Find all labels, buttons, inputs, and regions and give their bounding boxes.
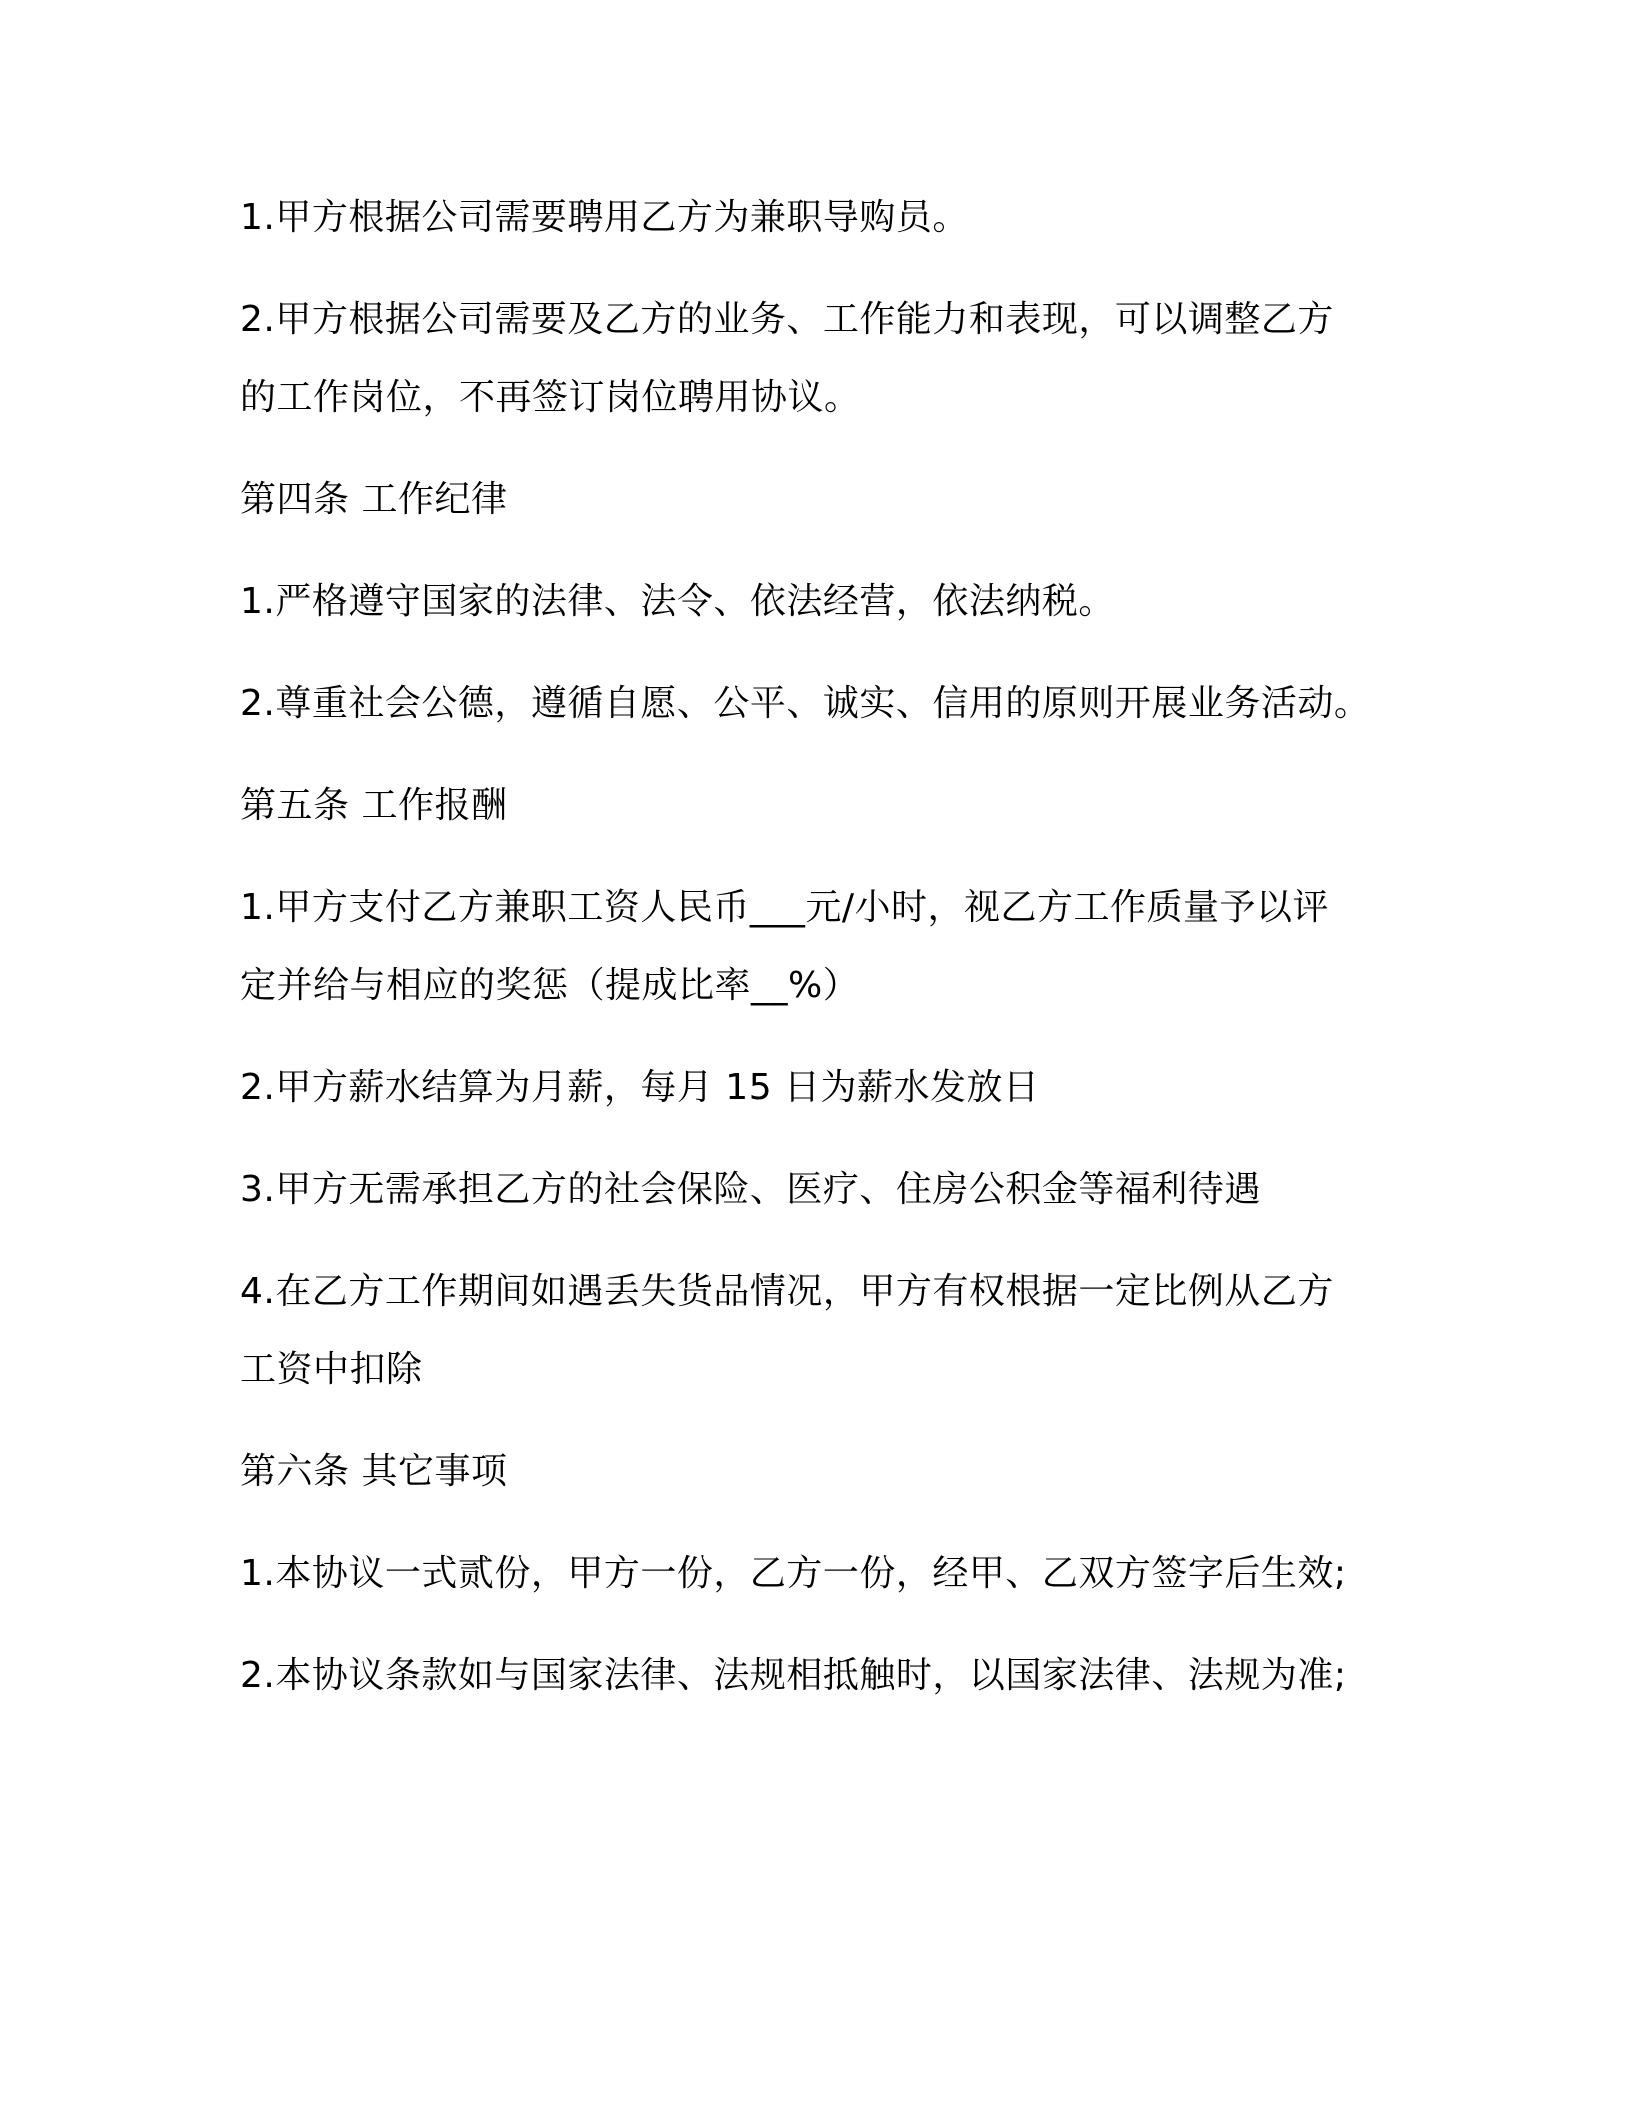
clause-5-item-4-line-2: 工资中扣除: [240, 1349, 423, 1390]
clause-5-item-2: 2.甲方薪水结算为月薪，每月 15 日为薪水发放日: [240, 1067, 1040, 1108]
clause-5-item-3: 3.甲方无需承担乙方的社会保险、医疗、住房公积金等福利待遇: [240, 1169, 1261, 1210]
clause-5-item-4-line-1: 4.在乙方工作期间如遇丢失货品情况，甲方有权根据一定比例从乙方: [240, 1271, 1334, 1312]
clause-3-item-2-line-2: 的工作岗位，不再签订岗位聘用协议。: [240, 377, 861, 418]
clause-5-item-1-line-2: 定并给与相应的奖惩（提成比率__%）: [240, 965, 860, 1006]
clause-6-heading: 第六条 其它事项: [240, 1451, 508, 1492]
clause-4-item-2: 2.尊重社会公德，遵循自愿、公平、诚实、信用的原则开展业务活动。: [240, 683, 1371, 724]
clause-5-item-1-line-1: 1.甲方支付乙方兼职工资人民币___元/小时，视乙方工作质量予以评: [240, 887, 1329, 928]
clause-3-item-1: 1.甲方根据公司需要聘用乙方为兼职导购员。: [240, 197, 969, 238]
clause-6-item-2: 2.本协议条款如与国家法律、法规相抵触时，以国家法律、法规为准;: [240, 1655, 1347, 1696]
clause-3-item-2-line-1: 2.甲方根据公司需要及乙方的业务、工作能力和表现，可以调整乙方: [240, 299, 1334, 340]
clause-5-heading: 第五条 工作报酬: [240, 785, 508, 826]
clause-6-item-1: 1.本协议一式贰份，甲方一份，乙方一份，经甲、乙双方签字后生效;: [240, 1553, 1347, 1594]
clause-4-item-1: 1.严格遵守国家的法律、法令、依法经营，依法纳税。: [240, 581, 1115, 622]
clause-4-heading: 第四条 工作纪律: [240, 479, 508, 520]
